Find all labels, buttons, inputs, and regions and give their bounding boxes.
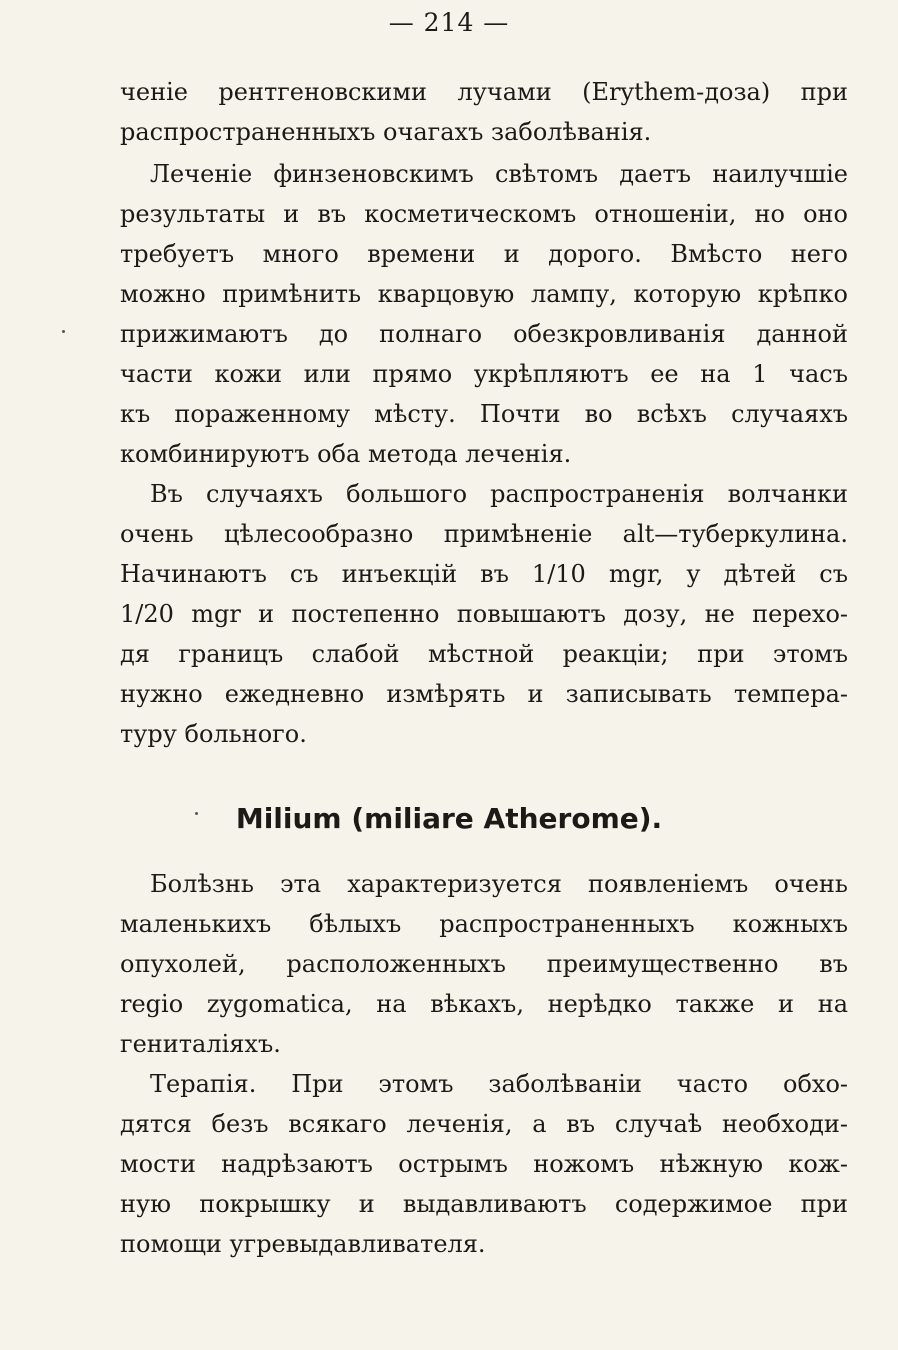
text-line: нужно ежедневно измѣрять и записывать темпера- bbox=[120, 680, 848, 708]
section-heading: Milium (miliare Atherome). bbox=[235, 802, 663, 835]
text-line: Терапія. При этомъ заболѣваніи часто обхо- bbox=[150, 1070, 848, 1098]
text-line: 1/20 mgr и постепенно повышаютъ дозу, не перехо- bbox=[120, 600, 848, 628]
text-line: мости надрѣзаютъ острымъ ножомъ нѣжную кож- bbox=[120, 1150, 848, 1178]
page-number: — 214 — bbox=[388, 8, 510, 37]
text-line: дятся безъ всякаго леченія, а въ случаѣ необходи- bbox=[120, 1110, 848, 1138]
paragraph-finsen-light bbox=[120, 154, 848, 474]
text-line: туру больного. bbox=[120, 720, 307, 748]
text-line: распространенныхъ очагахъ заболѣванія. bbox=[120, 118, 652, 146]
text-line: требуетъ много времени и дорого. Вмѣсто него bbox=[120, 240, 848, 268]
text-line: regio zygomatica, на вѣкахъ, нерѣдко также и на bbox=[120, 990, 848, 1018]
paragraph-tuberculin bbox=[120, 474, 848, 754]
text-line: ченіе рентгеновскими лучами (Erythem-доза) при bbox=[120, 78, 848, 106]
print-speck bbox=[195, 812, 198, 815]
text-line: части кожи или прямо укрѣпляютъ ее на 1 часъ bbox=[120, 360, 848, 388]
text-line: Болѣзнь эта характеризуется появленіемъ очень bbox=[150, 870, 848, 898]
text-line: маленькихъ бѣлыхъ распространенныхъ кожныхъ bbox=[120, 910, 848, 938]
paragraph-therapy bbox=[120, 1064, 848, 1264]
text-line: Начинаютъ съ инъекцій въ 1/10 mgr, у дѣтей съ bbox=[120, 560, 848, 588]
text-line: къ пораженному мѣсту. Почти во всѣхъ случаяхъ bbox=[120, 400, 848, 428]
text-line: можно примѣнить кварцовую лампу, которую крѣпко bbox=[120, 280, 848, 308]
text-line: гениталіяхъ. bbox=[120, 1030, 281, 1058]
paragraph-milium-description bbox=[120, 864, 848, 1064]
text-line: Леченіе финзеновскимъ свѣтомъ даетъ наилучшіе bbox=[150, 160, 848, 188]
text-line: результаты и въ косметическомъ отношеніи, но оно bbox=[120, 200, 848, 228]
text-line: Въ случаяхъ большого распространенія волчанки bbox=[150, 480, 848, 508]
text-line: помощи угревыдавливателя. bbox=[120, 1230, 486, 1258]
text-line: очень цѣлесообразно примѣненіе alt—туберкулина. bbox=[120, 520, 848, 548]
text-line: прижимаютъ до полнаго обезкровливанія данной bbox=[120, 320, 848, 348]
print-speck bbox=[62, 330, 65, 333]
text-line: комбинируютъ оба метода леченія. bbox=[120, 440, 572, 468]
text-line: дя границъ слабой мѣстной реакціи; при этомъ bbox=[120, 640, 848, 668]
text-line: ную покрышку и выдавливаютъ содержимое при bbox=[120, 1190, 848, 1218]
text-line: опухолей, расположенныхъ преимущественно въ bbox=[120, 950, 848, 978]
paragraph-continuation bbox=[120, 72, 848, 152]
